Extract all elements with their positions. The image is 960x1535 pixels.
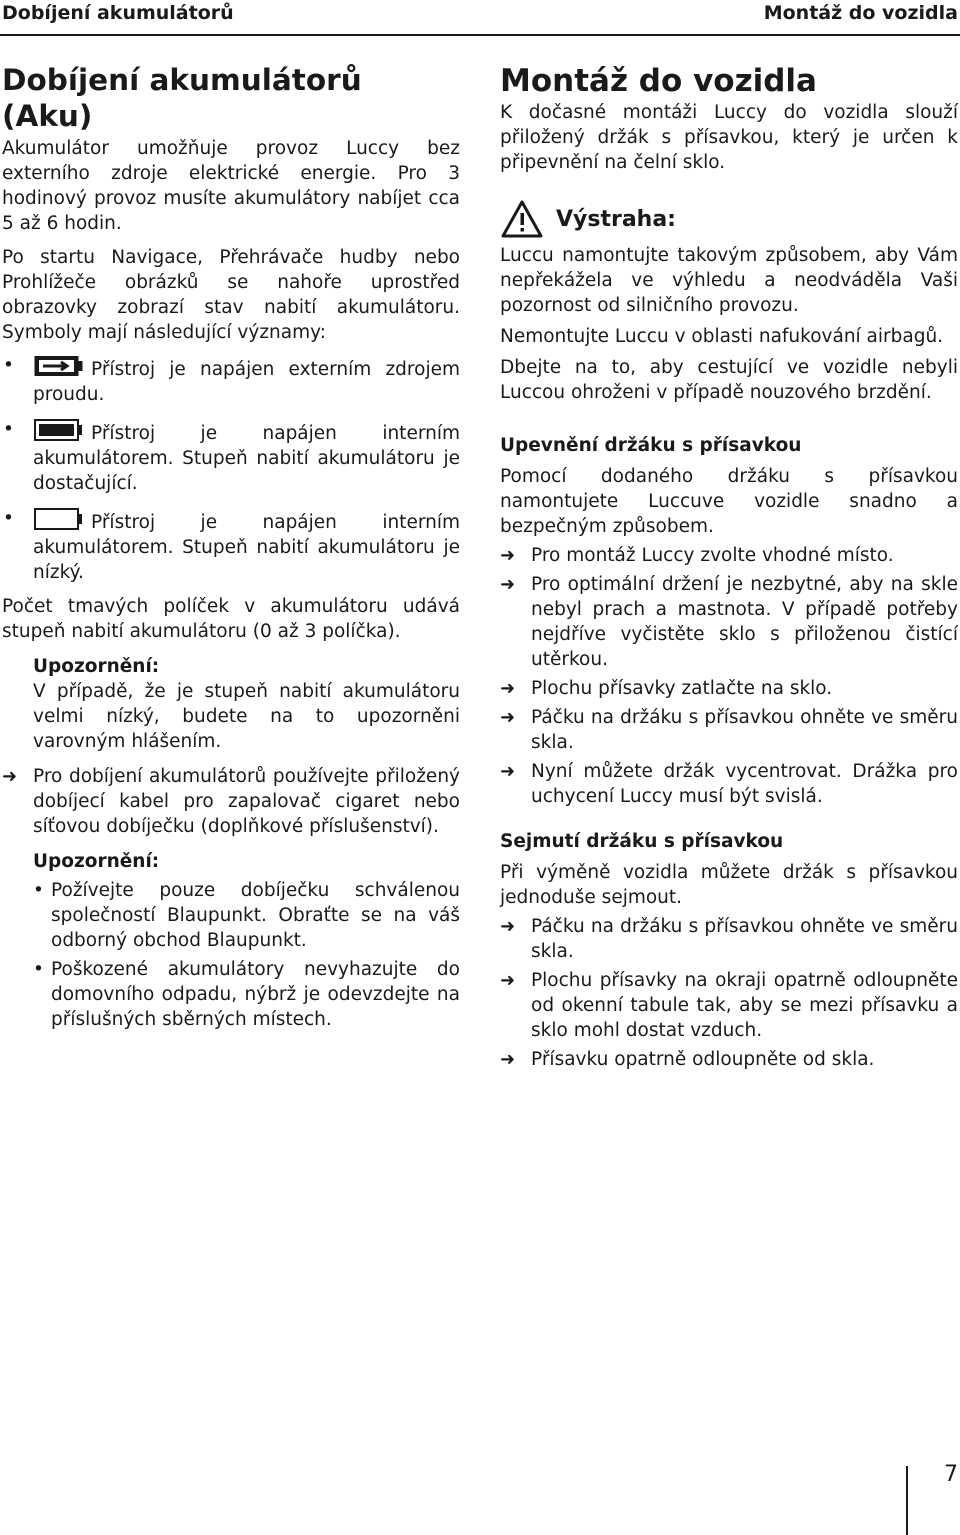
instruction-step: ➜ Plochu přísavky zatlačte na sklo.: [500, 678, 833, 699]
warning-heading: [500, 199, 958, 239]
instruction-step: ➜ Páčku na držáku s přísavkou ohněte ve směru skla.: [500, 707, 958, 753]
page-header: [0, 0, 960, 36]
list-item-external-power: • Přístroj je napájen externím zdrojem proudu.: [3, 355, 460, 405]
paragraph: K dočasné montáži Luccy do vozidla slouží přiložený držák s přísavkou, který je určen k připevnění na čelní sklo.: [500, 102, 958, 173]
paragraph: Při výměně vozidla můžete držák s přísavkou jednoduše sejmout.: [500, 862, 958, 908]
note-title: Upozornění:: [33, 656, 160, 677]
list-item-battery-low: • Přístroj je napájen interním akumulátorem. Stupeň nabití akumulátoru je nízký.: [3, 508, 460, 583]
arrow-right-icon: ➜: [500, 916, 516, 937]
left-column: [2, 62, 460, 1032]
battery-empty-icon: [33, 506, 83, 532]
note-title: Upozornění:: [33, 851, 160, 872]
arrow-right-icon: ➜: [500, 1049, 516, 1070]
bullet-glyph: •: [33, 959, 44, 980]
note-low-battery: [33, 654, 460, 754]
arrow-right-icon: ➜: [2, 766, 18, 787]
subsection-title: Sejmutí držáku s přísavkou: [500, 831, 784, 852]
section-title-charging: Dobíjení akumulátorů (Aku): [2, 63, 362, 133]
paragraph: Po startu Navigace, Přehrávače hudby nebo Prohlížeče obrázků se nahoře uprostřed obrazovky zobrazí stav nabití akumulátoru. Symboly mají následující významy:: [2, 247, 460, 343]
bullet-glyph: •: [33, 880, 44, 901]
bullet-glyph: •: [3, 508, 14, 529]
arrow-right-icon: ➜: [500, 574, 516, 595]
note-list-item: • Požívejte pouze dobíječku schválenou společností Blaupunkt. Obraťte se na váš odborný obchod Blaupunkt.: [33, 880, 460, 951]
list-item-battery-sufficient: • Přístroj je napájen interním akumulátorem. Stupeň nabití akumulátoru je dostačující.: [3, 419, 460, 494]
battery-full-icon: [33, 417, 83, 443]
paragraph: Akumulátor umožňuje provoz Luccy bez externího zdroje elektrické energie. Pro 3 hodinový provoz musíte akumulátory nabíjet cca 5 až 6 hodin.: [2, 138, 460, 234]
section-title-mounting: Montáž do vozidla: [500, 63, 817, 99]
warning-triangle-icon: [500, 199, 544, 239]
arrow-right-icon: ➜: [500, 678, 516, 699]
bullet-glyph: •: [3, 419, 14, 440]
note-list-item: • Poškozené akumulátory nevyhazujte do domovního odpadu, nýbrž je odevzdejte na příslušných sběrných místech.: [33, 959, 460, 1030]
page-number: 7: [944, 1462, 958, 1487]
instruction-step: ➜ Pro optimální držení je nezbytné, aby na skle nebyl prach a mastnota. V případě potřeby nejdříve vyčistěte sklo s přiloženou čistící utěrkou.: [500, 574, 958, 670]
paragraph: Pomocí dodaného držáku s přísavkou namontujete Luccuve vozidle snadno a bezpečným způsobem.: [500, 466, 958, 537]
arrow-right-icon: ➜: [500, 545, 516, 566]
right-column: [500, 62, 958, 1072]
arrow-right-icon: ➜: [500, 970, 516, 991]
note-text: V případě, že je stupeň nabití akumulátoru velmi nízký, budete na to upozorněni varovným hlášením.: [33, 681, 460, 752]
instruction-step: ➜ Pro montáž Luccy zvolte vhodné místo.: [500, 545, 894, 566]
header-left-title: Dobíjení akumulátorů: [2, 2, 234, 24]
paragraph: Počet tmavých políček v akumulátoru udává stupeň nabití akumulátoru (0 až 3 políčka).: [2, 596, 460, 642]
warning-text: Dbejte na to, aby cestující ve vozidle nebyli Luccou ohroženi v případě nouzového brzdění.: [500, 357, 958, 403]
instruction-step: ➜ Nyní můžete držák vycentrovat. Drážka pro uchycení Luccy musí být svislá.: [500, 761, 958, 807]
subsection-title: Upevnění držáku s přísavkou: [500, 435, 802, 456]
warning-text: Nemontujte Luccu v oblasti nafukování airbagů.: [500, 326, 944, 347]
arrow-right-icon: ➜: [500, 707, 516, 728]
instruction-step: ➜ Plochu přísavky na okraji opatrně odloupněte od okenní tabule tak, aby se mezi přísavku a sklo mohl dostat vzduch.: [500, 970, 958, 1041]
arrow-right-icon: ➜: [500, 761, 516, 782]
warning-title: Výstraha:: [556, 206, 676, 232]
battery-external-power-icon: [33, 353, 83, 379]
instruction-step: ➜ Páčku na držáku s přísavkou ohněte ve směru skla.: [500, 916, 958, 962]
instruction-step: ➜ Pro dobíjení akumulátorů používejte přiložený dobíjecí kabel pro zapalovač cigaret nebo síťovou dobíječku (doplňkové příslušenství).: [2, 766, 460, 837]
instruction-step: ➜ Přísavku opatrně odloupněte od skla.: [500, 1049, 875, 1070]
header-right-title: Montáž do vozidla: [763, 2, 958, 24]
bullet-glyph: •: [3, 355, 14, 376]
page-number-divider: [906, 1466, 908, 1535]
note-charger: [33, 849, 460, 1032]
warning-text: Luccu namontujte takovým způsobem, aby Vám nepřekážela ve výhledu a neodváděla Vaši pozornost od silničního provozu.: [500, 245, 958, 316]
